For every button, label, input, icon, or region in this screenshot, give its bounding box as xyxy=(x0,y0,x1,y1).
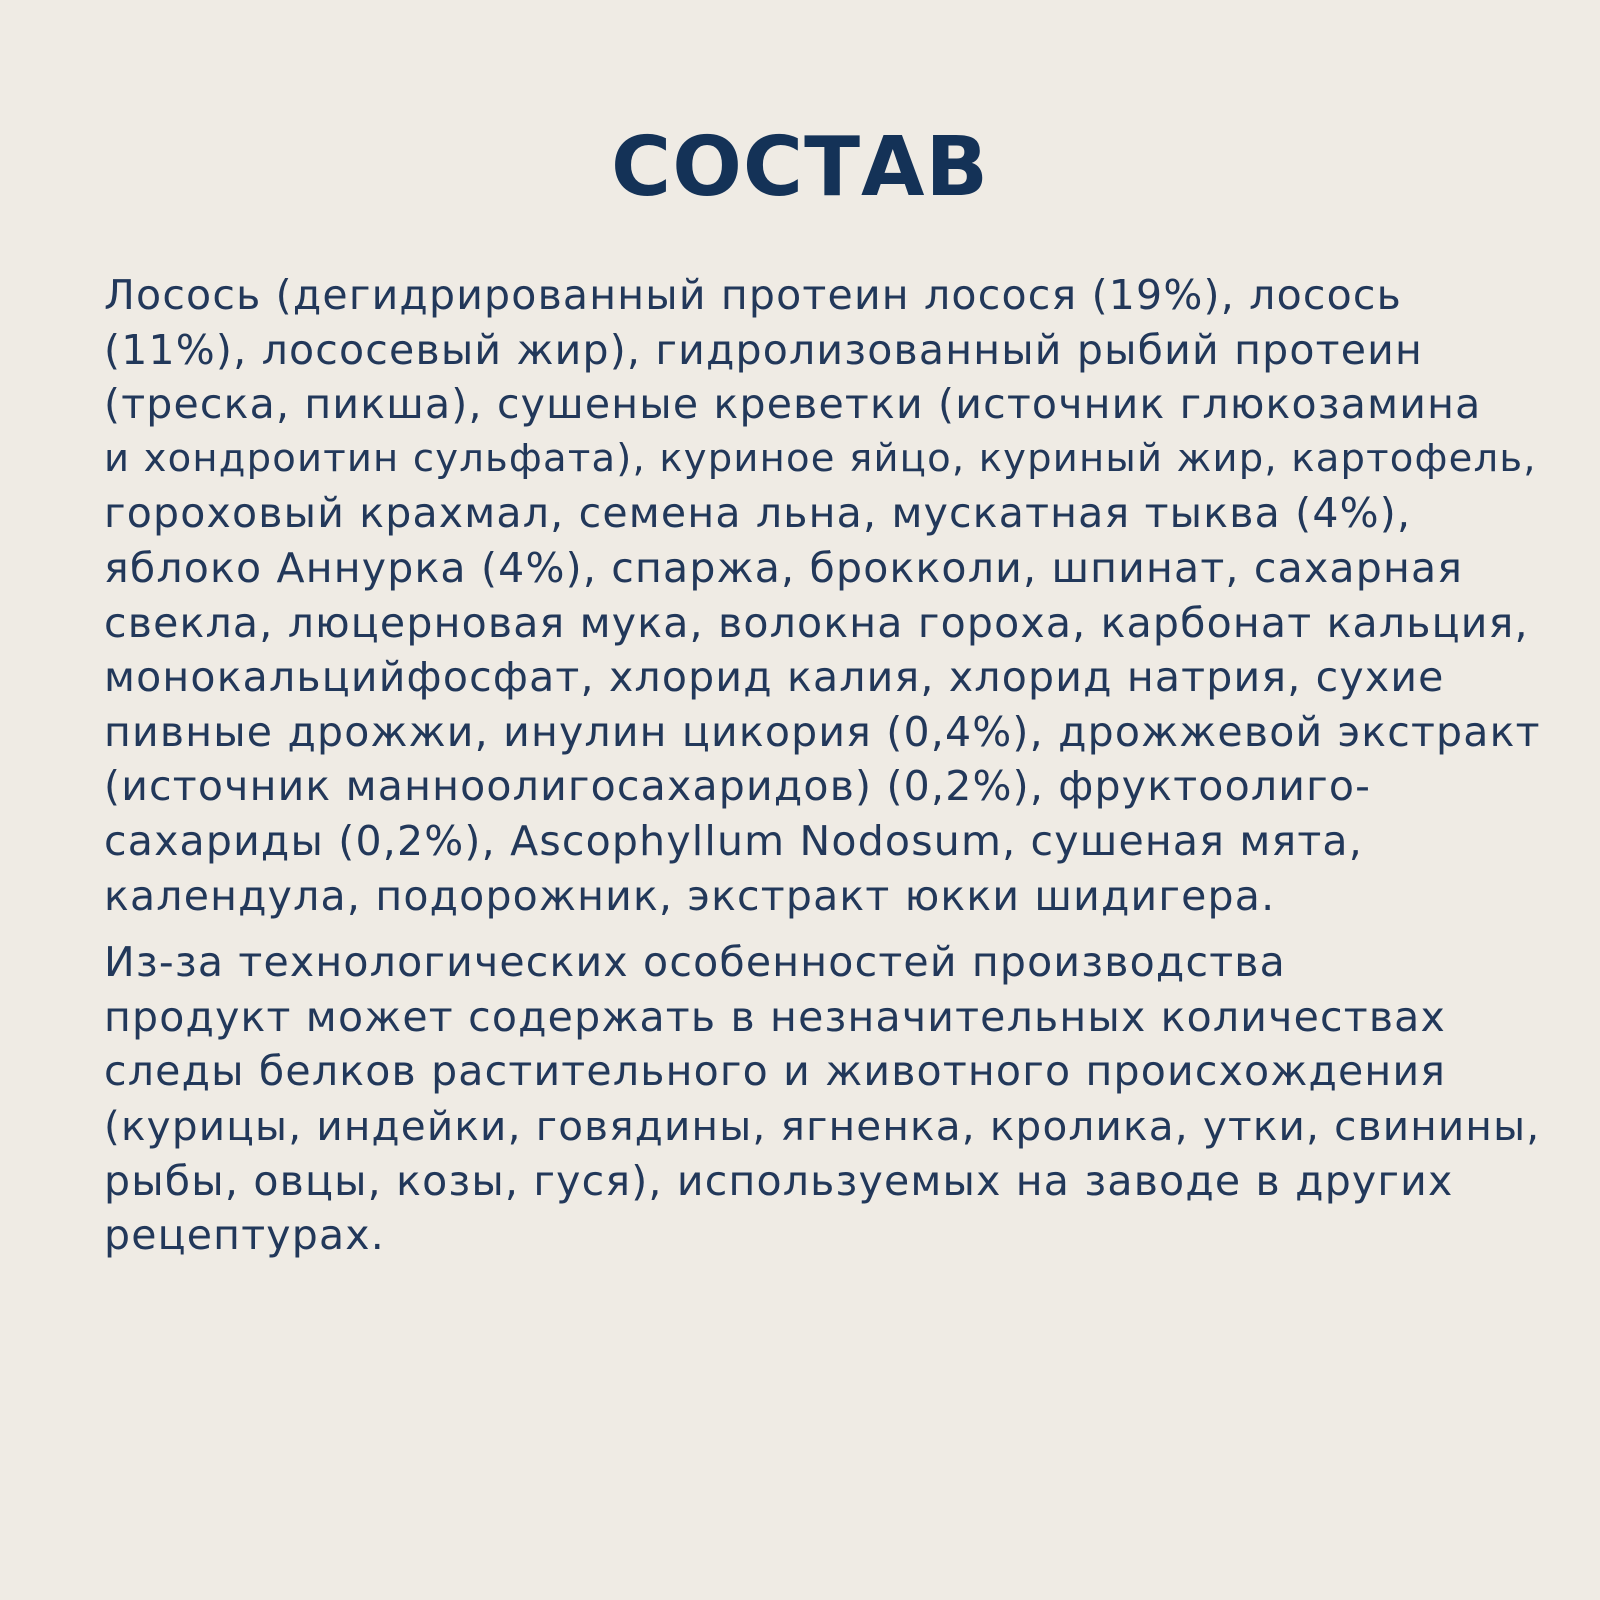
text-line: (курицы, индейки, говядины, ягненка, кролика, утки, свинины, xyxy=(104,1101,1541,1150)
text-line: (источник манноолигосахаридов) (0,2%), фруктоолиго- xyxy=(104,762,1372,811)
text-line: монокальцийфосфат, хлорид калия, хлорид натрия, сухие xyxy=(104,653,1445,702)
allergen-paragraph xyxy=(104,935,1544,1263)
paragraph-spacer xyxy=(104,923,1544,935)
composition-text xyxy=(104,268,1544,1263)
text-line: пивные дрожжи, инулин цикория (0,4%), дрожжевой экстракт xyxy=(104,707,1541,756)
text-line: Лосось (дегидрированный протеин лосося (19%), лосось xyxy=(104,271,1402,319)
text-line: календула, подорожник, экстракт юкки шидигера. xyxy=(104,871,1276,920)
text-line: и хондроитин сульфата), куриное яйцо, куриный жир, картофель, xyxy=(104,435,1537,481)
text-line: (треска, пикша), сушеные креветки (источник глюкозамина xyxy=(104,380,1482,429)
text-line: Из-за технологических особенностей производства xyxy=(104,938,1286,987)
ingredients-paragraph xyxy=(104,268,1544,923)
text-line: рецептурах. xyxy=(104,1211,385,1260)
text-line: свекла, люцерновая мука, волокна гороха, карбонат кальция, xyxy=(104,598,1529,647)
text-line: (11%), лососевый жир), гидролизованный рыбий протеин xyxy=(104,325,1423,374)
text-line: сахариды (0,2%), Ascophyllum Nodosum, сушеная мята, xyxy=(104,816,1363,865)
text-line: яблоко Аннурка (4%), спаржа, брокколи, шпинат, сахарная xyxy=(104,543,1464,592)
text-line: гороховый крахмал, семена льна, мускатная тыква (4%), xyxy=(104,489,1412,538)
text-line: продукт может содержать в незначительных количествах xyxy=(104,992,1446,1041)
text-line: следы белков растительного и животного происхождения xyxy=(104,1047,1447,1096)
page-title: СОСТАВ xyxy=(611,120,989,215)
text-line: рыбы, овцы, козы, гуся), используемых на заводе в других xyxy=(104,1156,1454,1205)
